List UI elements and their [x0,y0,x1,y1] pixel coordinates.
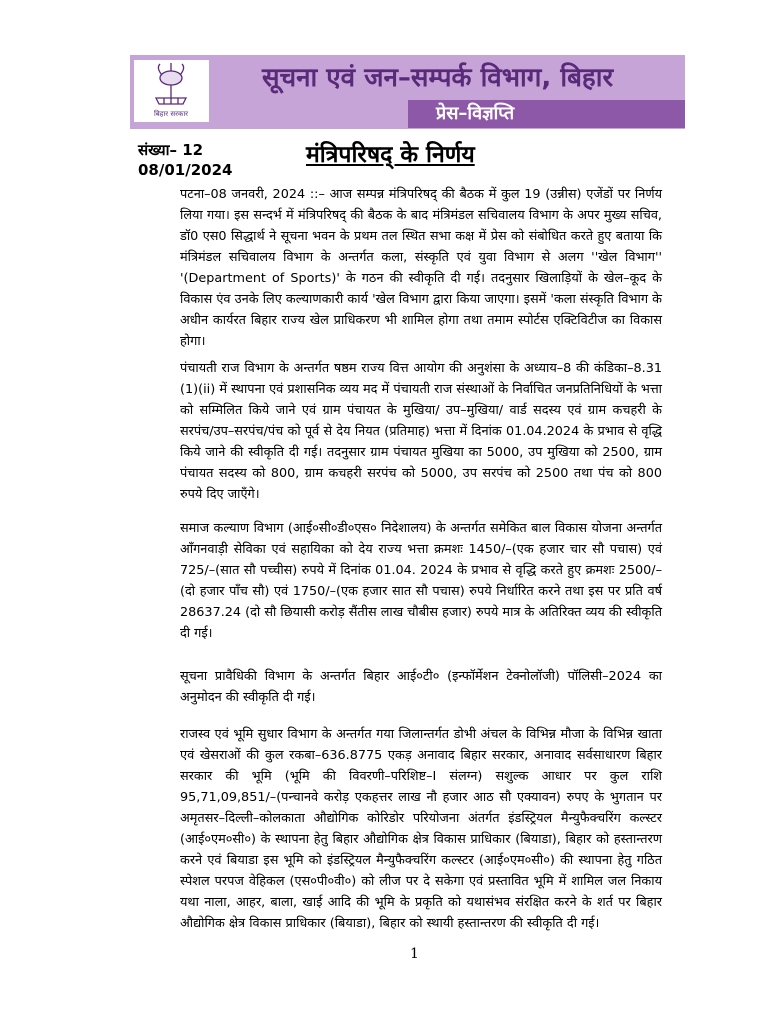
page-title: मंत्रिपरिषद् के निर्णय [306,142,475,168]
page-number: 1 [410,946,419,962]
release-number: संख्या– 12 [138,141,204,159]
paragraph-it-policy: सूचना प्रावैधिकी विभाग के अन्तर्गत बिहार आई०टी० (इन्फॉर्मेशन टेक्नोलॉजी) पॉलिसी–2024 का अनुमोदन की स्वीकृति दी गई। [180,669,662,705]
paragraph-sports-department: पटना–08 जनवरी, 2024 ::– आज सम्पन्न मंत्रिपरिषद् की बैठक में कुल 19 (उन्नीस) एजेंडों पर निर्णय लिया गया। इस सन्दर्भ में मंत्रिपरिषद् की बैठक के बाद मंत्रिमंडल सचिवालय विभाग के अपर मुख्य सचिव, डॉ0 एस0 सिद्धार्थ ने सूचना भवन के प्रथम तल स्थित सभा कक्ष में प्रेस को संबोधित करते हुए बताया कि मंत्रिमंडल सचिवालय विभाग के अन्तर्गत कला, संस्कृति एवं युवा विभाग से अलग ''खेल विभाग'' '(Department of Sports)' के गठन की स्वीकृति दी गई। तदनुसार खिलाड़ियों के खेल–कूद के विकास एंव उनके लिए कल्याणकारी कार्य 'खेल विभाग द्वारा किया जाएगा। इसमें 'कला संस्कृति विभाग के अधीन कार्यरत बिहार राज्य खेल प्राधिकरण भी शामिल होगा तथा तमाम स्पोर्टस एक्टिविटीज का विकास होगा। [180,187,662,349]
paragraph-panchayati-raj: पंचायती राज विभाग के अन्तर्गत षष्ठम राज्य वित्त आयोग की अनुशंसा के अध्याय–8 की कंडिका–8.31 (1)(ii) में स्थापना एवं प्रशासनिक व्यय मद में पंचायती राज संस्थाओं के निर्वाचित जनप्रतिनिधियों के भत्ता को सम्मिलित किये जाने एवं ग्राम पंचायत के मुखिया/ उप–मुखिया/ वार्ड सदस्य एवं ग्राम कचहरी के सरपंच/उप–सरपंच/पंच को पूर्व से देय नियत (प्रतिमाह) भत्ता में दिनांक 01.04.2024 के प्रभाव से वृद्धि किये जाने की स्वीकृति दी गई। तदनुसार ग्राम पंचायत मुखिया का 5000, उप मुखिया को 2500, ग्राम पंचायत सदस्य को 800, ग्राम कचहरी सरपंच को 5000, उप सरपंच को 2500 तथा पंच को 800 रुपये दिए जाएँगे। [180,361,662,502]
emblem-caption: बिहार सरकार [153,110,189,118]
paragraph-social-welfare: समाज कल्याण विभाग (आई०सी०डी०एस० निदेशालय) के अन्तर्गत समेकित बाल विकास योजना अन्तर्गत ऑंगनवाड़ी सेविका एवं सहायिका को देय राज्य भत्ता क्रमशः 1450/–(एक हजार चार सौ पचास) एवं 725/–(सात सौ पच्चीस) रुपये में दिनांक 01.04. 2024 के प्रभाव से वृद्धि करते हुए क्रमशः 2500/–(दो हजार पाँच सौ) एवं 1750/–(एक हजार सात सौ पचास) रुपये निर्धारित करने तथा इस पर प्रति वर्ष 28637.24 (दो सौ छियासी करोड़ सैंतीस लाख चौबीस हजार) रुपये मात्र के अतिरिक्त व्यय की स्वीकृति दी गई। [180,521,662,641]
bihar-emblem-logo [134,60,209,122]
release-date: 08/01/2024 [138,161,233,179]
press-release-label: प्रेस–विज्ञप्ति [436,103,515,124]
paragraph-land-transfer: राजस्व एवं भूमि सुधार विभाग के अन्तर्गत गया जिलान्तर्गत डोभी अंचल के विभिन्न मौजा के विभिन्न खाता एवं खेसराओं की कुल रकबा–636.8775 एकड़ अनावाद बिहार सरकार, अनावाद सर्वसाधारण बिहार सरकार की भूमि (भूमि की विवरणी–परिशिष्ट–I संलग्न) सशुल्क आधार पर कुल राशि 95,71,09,851/–(पन्चानवे करोड़ एकहत्तर लाख नौ हजार आठ सौ एक्यावन) रुपए के भुगतान पर अमृतसर–दिल्ली–कोलकाता औद्योगिक कोरिडोर परियोजना अंतर्गत इंडस्ट्रियल मैन्युफैक्चरिंग कल्स्टर (आई०एम०सी०) के स्थापना हेतु बिहार औद्योगिक क्षेत्र विकास प्राधिकार (बियाडा), बिहार को हस्तान्तरण करने एवं बियाडा इस भूमि को इंडस्ट्रियल मैन्युफैक्चरिंग कल्स्टर (आई०एम०सी०) की स्थापना हेतु गठित स्पेशल परपज वेहिकल (एस०पी०वी०) को लीज पर दे सकेगा एवं प्रस्तावित भूमि में शामिल जल निकाय यथा नाला, आहर, बाला, खाई आदि की भूमि के प्रकृति को यथासंभव संरक्षित करने के शर्त पर बिहार औद्योगिक क्षेत्र विकास प्राधिकार (बियाडा), बिहार को स्थायी हस्तान्तरण की स्वीकृति दी गई। [180,727,662,931]
department-name: सूचना एवं जन–सम्पर्क विभाग, बिहार [262,63,614,93]
